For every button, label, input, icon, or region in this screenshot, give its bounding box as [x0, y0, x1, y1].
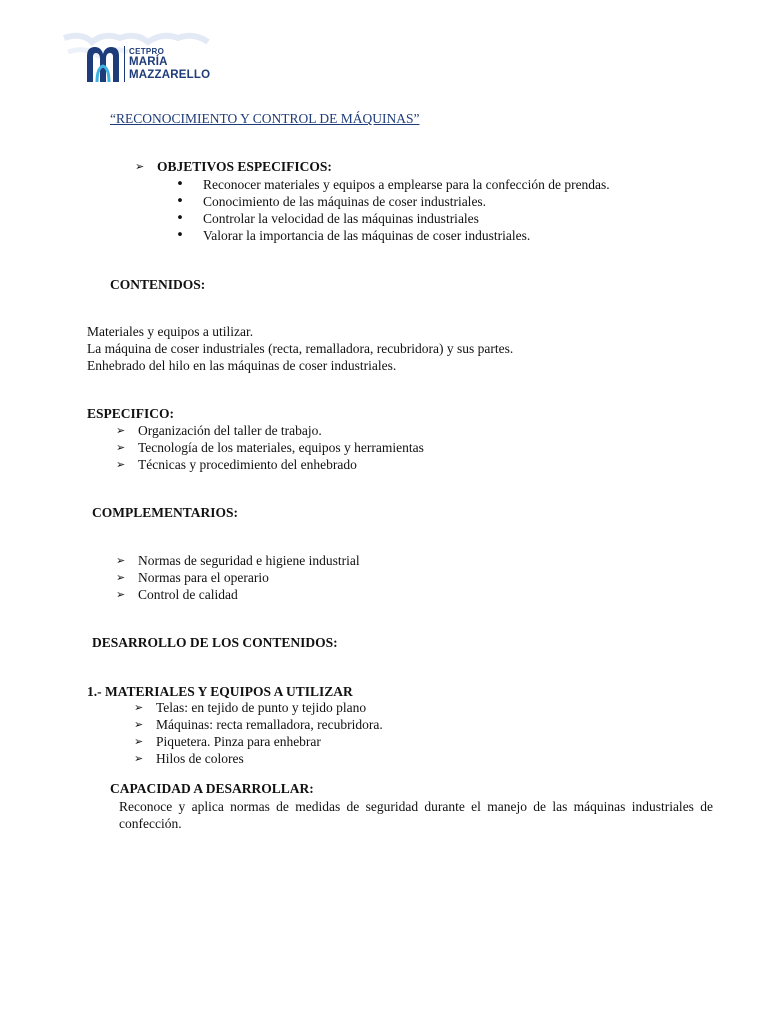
logo-mazzarello: MAZZARELLO — [129, 68, 211, 81]
contenidos-line: Enhebrado del hilo en las máquinas de coser industriales. — [87, 358, 397, 373]
desarrollo-heading: DESARROLLO DE LOS CONTENIDOS: — [92, 635, 338, 650]
contenidos-line: Materiales y equipos a utilizar. — [87, 324, 254, 339]
materiales-item: ➢ Piquetera. Pinza para enhebrar — [156, 733, 321, 750]
objetivo-item: • Reconocer materiales y equipos a emplearse para la confección de prendas. — [203, 176, 610, 193]
materiales-item: ➢ Máquinas: recta remalladora, recubridora. — [156, 716, 383, 733]
objetivo-item: • Controlar la velocidad de las máquinas industriales — [203, 210, 479, 227]
especifico-heading: ESPECIFICO: — [87, 406, 175, 421]
contenidos-heading: CONTENIDOS: — [110, 277, 206, 292]
logo-cetpro: CETPRO — [129, 47, 165, 56]
complementarios-item: ➢ Control de calidad — [138, 586, 238, 603]
especifico-item: ➢ Tecnología de los materiales, equipos y herramientas — [138, 439, 424, 456]
document-title: “RECONOCIMIENTO Y CONTROL DE MÁQUINAS” — [110, 111, 420, 126]
contenidos-line: La máquina de coser industriales (recta, remalladora, recubridora) y sus partes. — [87, 341, 514, 356]
capacidad-heading: CAPACIDAD A DESARROLLAR: — [110, 781, 314, 796]
logo-divider — [124, 46, 125, 82]
objetivo-item: • Conocimiento de las máquinas de coser industriales. — [203, 193, 486, 210]
logo — [62, 30, 232, 90]
complementarios-item: ➢ Normas de seguridad e higiene industrial — [138, 552, 360, 569]
especifico-item: ➢ Técnicas y procedimiento del enhebrado — [138, 456, 357, 473]
capacidad-text: Reconoce y aplica normas de medidas de seguridad durante el manejo de las máquinas industriales de confección. — [119, 799, 713, 831]
logo-maria: MARÍA — [129, 56, 168, 68]
complementarios-item: ➢ Normas para el operario — [138, 569, 269, 586]
especifico-item: ➢ Organización del taller de trabajo. — [138, 422, 322, 439]
materiales-item: ➢ Telas: en tejido de punto y tejido plano — [156, 699, 366, 716]
materiales-item: ➢ Hilos de colores — [156, 750, 244, 767]
logo-m-icon — [84, 44, 122, 84]
materiales-heading: 1.- MATERIALES Y EQUIPOS A UTILIZAR — [87, 684, 353, 699]
complementarios-heading: COMPLEMENTARIOS: — [92, 505, 239, 520]
logo-text — [129, 47, 210, 81]
objetivo-item: • Valorar la importancia de las máquinas de coser industriales. — [203, 227, 530, 244]
objetivos-heading: ➢ OBJETIVOS ESPECIFICOS: — [157, 158, 332, 175]
